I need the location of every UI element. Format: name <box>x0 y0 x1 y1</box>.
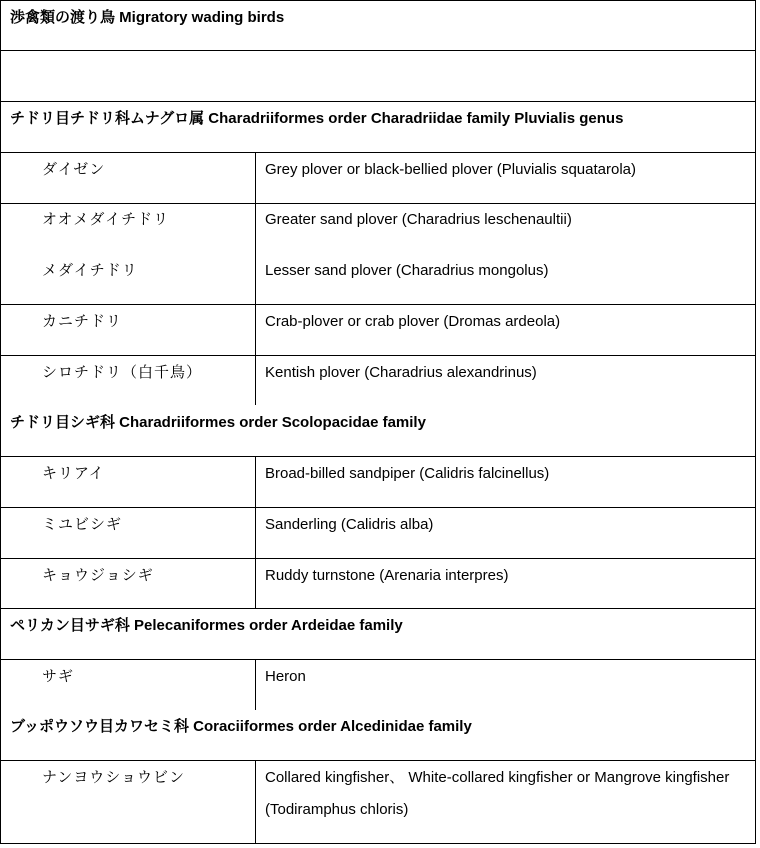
rule <box>0 843 756 844</box>
japanese-name: ナンヨウショウビン <box>42 768 185 786</box>
english-name: Kentish plover (Charadrius alexandrinus) <box>265 364 537 381</box>
rule <box>0 608 756 609</box>
english-name: Lesser sand plover (Charadrius mongolus) <box>265 262 549 279</box>
english-name: Ruddy turnstone (Arenaria interpres) <box>265 567 509 584</box>
section-heading: チドリ目チドリ科ムナグロ属 Charadriiformes order Charadriidae family Pluvialis genus <box>10 110 624 127</box>
rule <box>0 0 1 844</box>
japanese-name: オオメダイチドリ <box>42 210 170 228</box>
japanese-name: カニチドリ <box>42 312 123 330</box>
rule <box>0 760 756 761</box>
english-name: Greater sand plover (Charadrius leschenaultii) <box>265 211 572 228</box>
english-name: Sanderling (Calidris alba) <box>265 516 434 533</box>
column-divider <box>255 456 256 608</box>
rule <box>0 0 756 1</box>
japanese-name: ダイゼン <box>42 160 106 178</box>
english-name: Heron <box>265 668 306 685</box>
rule <box>0 203 756 204</box>
rule <box>0 355 756 356</box>
column-divider <box>255 659 256 710</box>
rule <box>0 659 756 660</box>
japanese-name: ミユビシギ <box>42 515 123 533</box>
rule <box>0 456 756 457</box>
section-heading: ブッポウソウ目カワセミ科 Coraciiformes order Alcedinidae family <box>10 718 472 735</box>
rule <box>0 304 756 305</box>
table-title: 渉禽類の渡り鳥 Migratory wading birds <box>10 9 285 26</box>
section-heading: ペリカン目サギ科 Pelecaniformes order Ardeidae family <box>10 617 403 634</box>
rule <box>0 152 756 153</box>
japanese-name: キョウジョシギ <box>42 566 154 584</box>
japanese-name: サギ <box>42 667 75 685</box>
english-name: Collared kingfisher、 White-collared kingfisher or Mangrove kingfisher (Todiramphus chloris) <box>265 769 730 818</box>
rule <box>0 50 756 51</box>
column-divider <box>255 152 256 405</box>
english-name: Crab-plover or crab plover (Dromas ardeola) <box>265 313 561 330</box>
english-name: Grey plover or black-bellied plover (Pluvialis squatarola) <box>265 161 636 178</box>
rule <box>0 507 756 508</box>
section-heading: チドリ目シギ科 Charadriiformes order Scolopacidae family <box>10 414 426 431</box>
rule <box>0 101 756 102</box>
japanese-name: キリアイ <box>42 464 105 482</box>
rule <box>755 0 756 844</box>
column-divider <box>255 760 256 844</box>
rule <box>0 558 756 559</box>
english-name: Broad-billed sandpiper (Calidris falcinellus) <box>265 465 550 482</box>
japanese-name: メダイチドリ <box>42 261 138 279</box>
japanese-name: シロチドリ（白千鳥） <box>42 363 203 381</box>
